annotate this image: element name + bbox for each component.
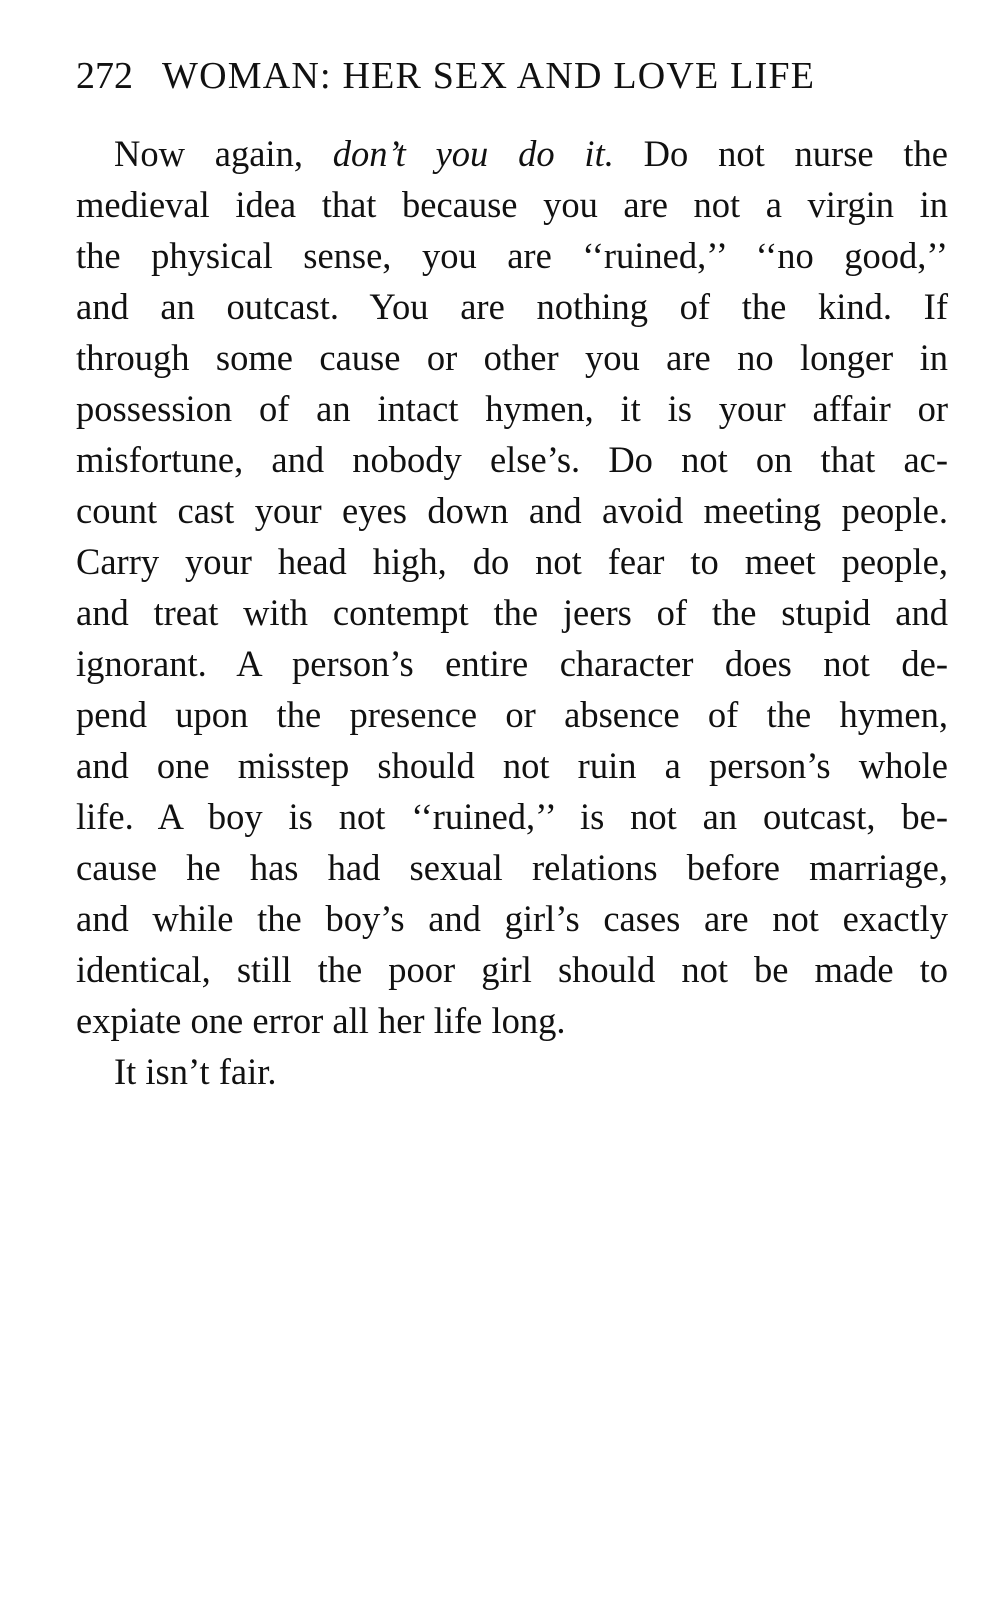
text-line: and one misstep should not ruin a person’s whole	[76, 745, 948, 786]
text-line: medieval idea that because you are not a virgin in	[76, 184, 948, 225]
text-line: Carry your head high, do not fear to meet people,	[76, 541, 948, 582]
paragraph-1-line-1-rest: Do not nurse the	[613, 133, 949, 174]
text-line: and treat with contempt the jeers of the stupid and	[76, 592, 948, 633]
paragraph-2: It isn’t fair.	[114, 1051, 277, 1092]
paragraph-1-line-1	[76, 128, 948, 179]
text-line: life. A boy is not ‘‘ruined,’’ is not an outcast, be-	[76, 796, 948, 837]
text-line: ignorant. A person’s entire character does not de-	[76, 643, 948, 684]
text-line: the physical sense, you are ‘‘ruined,’’ ‘‘no good,’’	[76, 235, 948, 276]
text-line: cause he has had sexual relations before marriage,	[76, 847, 948, 888]
running-title: WOMAN: HER SEX AND LOVE LIFE	[162, 55, 816, 97]
text-line: and while the boy’s and girl’s cases are not exactly	[76, 898, 948, 939]
running-head	[76, 52, 956, 100]
paragraph-1-opening: Now again,	[114, 133, 333, 174]
paragraph-1-last-line: expiate one error all her life long.	[76, 1000, 566, 1041]
text-line: misfortune, and nobody else’s. Do not on that ac-	[76, 439, 948, 480]
page-number: 272	[76, 55, 133, 97]
text-line: pend upon the presence or absence of the hymen,	[76, 694, 948, 735]
italic-phrase: don’t you do it.	[332, 133, 614, 174]
text-line: through some cause or other you are no longer in	[76, 337, 948, 378]
text-line: and an outcast. You are nothing of the kind. If	[76, 286, 948, 327]
body-text	[76, 128, 948, 1097]
text-line: count cast your eyes down and avoid meeting people.	[76, 490, 948, 531]
text-line: possession of an intact hymen, it is your affair or	[76, 388, 948, 429]
text-line: identical, still the poor girl should not be made to	[76, 949, 948, 990]
